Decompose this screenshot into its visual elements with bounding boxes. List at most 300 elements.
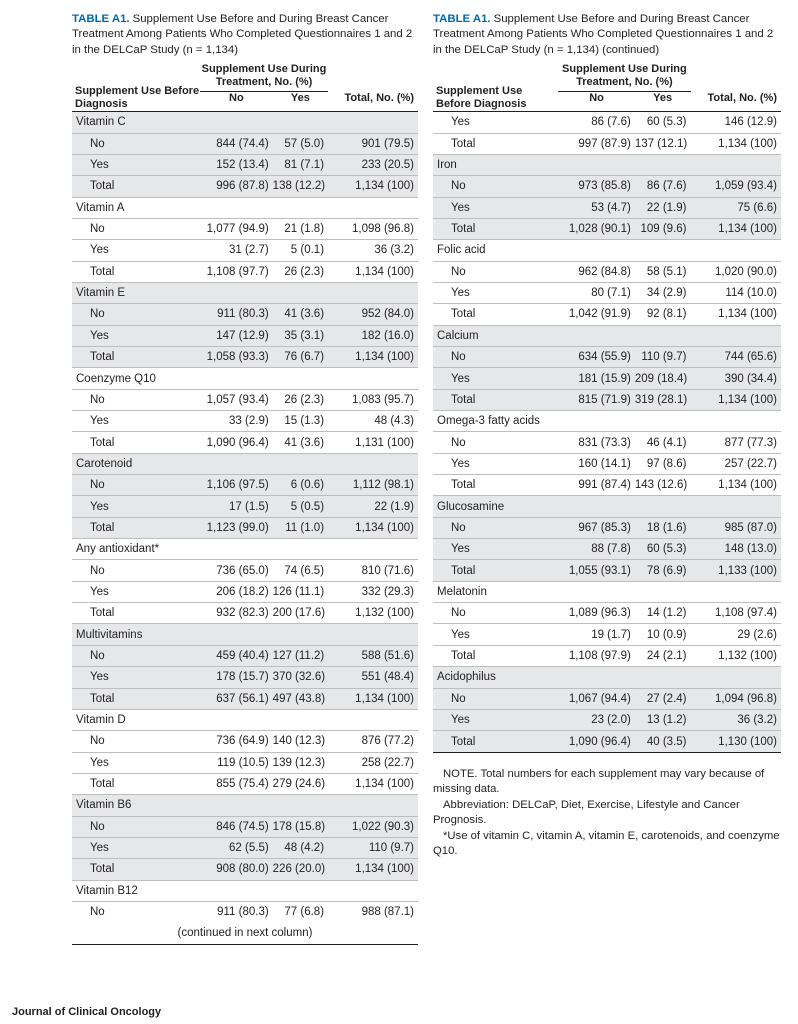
group-row (72, 880, 418, 901)
row-label: No (433, 517, 558, 538)
row-label: Total (433, 475, 558, 496)
cell-total: 258 (22.7) (328, 752, 418, 773)
row-label: Total (72, 859, 200, 880)
group-row (433, 240, 781, 261)
note-line: *Use of vitamin C, vitamin A, vitamin E, carotenoids, and coenzyme Q10. (433, 830, 780, 858)
cell-no: 1,067 (94.4) (558, 688, 635, 709)
row-label: Total (433, 304, 558, 325)
row-label: Total (72, 261, 200, 282)
table-row (433, 603, 781, 624)
cell-no (558, 411, 635, 432)
table-row (433, 624, 781, 645)
cell-yes (635, 496, 691, 517)
cell-no: 1,028 (90.1) (558, 218, 635, 239)
cell-yes: 77 (6.8) (273, 901, 328, 922)
cell-yes: 60 (5.3) (635, 539, 691, 560)
cell-total: 332 (29.3) (328, 581, 418, 602)
cell-total: 22 (1.9) (328, 496, 418, 517)
cell-no: 997 (87.9) (558, 133, 635, 154)
row-label: Yes (72, 496, 200, 517)
cell-total: 1,134 (100) (691, 389, 782, 410)
cell-no: 459 (40.4) (200, 645, 273, 666)
cell-no: 1,057 (93.4) (200, 389, 273, 410)
group-row (72, 112, 418, 133)
cell-total: 952 (84.0) (328, 304, 418, 325)
row-label: Any antioxidant* (72, 539, 200, 560)
table-row (433, 368, 781, 389)
table-row (433, 539, 781, 560)
table-row (433, 261, 781, 282)
header-no: No (589, 92, 604, 105)
cell-no: 967 (85.3) (558, 517, 635, 538)
cell-yes: 41 (3.6) (273, 432, 328, 453)
cell-total (691, 581, 782, 602)
header-before-diagnosis: Supplement Use Before Diagnosis (75, 85, 200, 111)
header-yes: Yes (290, 92, 310, 105)
cell-yes: 127 (11.2) (273, 645, 328, 666)
cell-no: 17 (1.5) (200, 496, 273, 517)
table-row (433, 112, 781, 133)
group-row (72, 539, 418, 560)
cell-no: 19 (1.7) (558, 624, 635, 645)
cell-total: 1,134 (100) (691, 133, 782, 154)
row-label: Total (433, 133, 558, 154)
cell-no: 831 (73.3) (558, 432, 635, 453)
cell-yes: 14 (1.2) (635, 603, 691, 624)
header-no: No (229, 92, 244, 105)
cell-no: 991 (87.4) (558, 475, 635, 496)
cell-no: 1,108 (97.7) (200, 261, 273, 282)
cell-no (200, 795, 273, 816)
table-caption (433, 12, 781, 58)
cell-no (200, 880, 273, 901)
cell-total: 551 (48.4) (328, 667, 418, 688)
cell-total (328, 624, 418, 645)
row-label: No (433, 603, 558, 624)
cell-no (200, 539, 273, 560)
cell-total (328, 112, 418, 133)
cell-yes: 6 (0.6) (273, 475, 328, 496)
table-row (72, 218, 418, 239)
cell-yes: 58 (5.1) (635, 261, 691, 282)
cell-yes: 40 (3.5) (635, 731, 691, 752)
row-label: Total (72, 603, 200, 624)
row-label: Vitamin D (72, 709, 200, 730)
group-row (433, 154, 781, 175)
cell-no: 908 (80.0) (200, 859, 273, 880)
table-row (433, 133, 781, 154)
row-label: No (433, 261, 558, 282)
row-label: Total (72, 432, 200, 453)
cell-yes: 60 (5.3) (635, 112, 691, 133)
cell-no: 736 (65.0) (200, 560, 273, 581)
table-caption-text: Supplement Use Before and During Breast Cancer Treatment Among Patients Who Completed Questionnaires 1 and 2 in the DELCaP Study (n = 1,134) (continued) (433, 13, 774, 56)
cell-total: 1,134 (100) (328, 261, 418, 282)
table-row (72, 901, 418, 922)
cell-yes: 24 (2.1) (635, 645, 691, 666)
cell-no (558, 581, 635, 602)
row-label: Yes (433, 282, 558, 303)
cell-no (200, 282, 273, 303)
cell-yes: 110 (9.7) (635, 347, 691, 368)
note-line: Abbreviation: DELCaP, Diet, Exercise, Lifestyle and Cancer Prognosis. (433, 799, 740, 827)
row-label: No (72, 304, 200, 325)
cell-total: 182 (16.0) (328, 325, 418, 346)
group-row (433, 667, 781, 688)
group-row (72, 368, 418, 389)
row-label: Yes (433, 112, 558, 133)
cell-yes: 34 (2.9) (635, 282, 691, 303)
table-row (72, 261, 418, 282)
cell-total (691, 154, 782, 175)
cell-yes: 35 (3.1) (273, 325, 328, 346)
cell-no: 932 (82.3) (200, 603, 273, 624)
cell-total (328, 453, 418, 474)
cell-no: 86 (7.6) (558, 112, 635, 133)
cell-no: 962 (84.8) (558, 261, 635, 282)
cell-no: 53 (4.7) (558, 197, 635, 218)
cell-yes: 370 (32.6) (273, 667, 328, 688)
supplement-table (72, 61, 418, 923)
row-label: Total (433, 218, 558, 239)
table-row (433, 645, 781, 666)
cell-no: 31 (2.7) (200, 240, 273, 261)
cell-no: 33 (2.9) (200, 411, 273, 432)
cell-no: 1,089 (96.3) (558, 603, 635, 624)
cell-no: 637 (56.1) (200, 688, 273, 709)
table-row (72, 773, 418, 794)
cell-no (200, 453, 273, 474)
cell-no: 1,108 (97.9) (558, 645, 635, 666)
cell-yes: 5 (0.1) (273, 240, 328, 261)
table-row (433, 176, 781, 197)
table-caption (72, 12, 418, 58)
cell-no (558, 325, 635, 346)
row-label: No (72, 816, 200, 837)
row-label: No (433, 432, 558, 453)
cell-total: 744 (65.6) (691, 347, 782, 368)
cell-total: 588 (51.6) (328, 645, 418, 666)
row-label: Yes (72, 837, 200, 858)
right-column (433, 12, 781, 860)
table-row (72, 731, 418, 752)
group-row (433, 496, 781, 517)
cell-yes (273, 453, 328, 474)
table-body (433, 112, 781, 752)
cell-total: 901 (79.5) (328, 133, 418, 154)
cell-no: 815 (71.9) (558, 389, 635, 410)
cell-yes: 209 (18.4) (635, 368, 691, 389)
cell-total: 1,130 (100) (691, 731, 782, 752)
cell-total: 1,134 (100) (691, 304, 782, 325)
table-label: TABLE A1. (433, 13, 491, 25)
cell-total: 1,083 (95.7) (328, 389, 418, 410)
left-column (72, 12, 418, 945)
cell-yes: 10 (0.9) (635, 624, 691, 645)
cell-yes: 5 (0.5) (273, 496, 328, 517)
cell-total (691, 325, 782, 346)
cell-total: 1,094 (96.8) (691, 688, 782, 709)
group-row (72, 795, 418, 816)
cell-no (200, 624, 273, 645)
cell-no: 206 (18.2) (200, 581, 273, 602)
header-during-treatment: Supplement Use During Treatment, No. (%) (200, 61, 328, 92)
cell-yes (273, 112, 328, 133)
table-row (72, 347, 418, 368)
row-label: Yes (72, 581, 200, 602)
row-label: No (72, 133, 200, 154)
cell-no: 1,090 (96.4) (200, 432, 273, 453)
cell-total: 36 (3.2) (328, 240, 418, 261)
row-label: No (72, 560, 200, 581)
cell-yes (635, 154, 691, 175)
cell-no: 1,077 (94.9) (200, 218, 273, 239)
row-label: Yes (433, 539, 558, 560)
cell-no: 160 (14.1) (558, 453, 635, 474)
cell-yes: 226 (20.0) (273, 859, 328, 880)
cell-total: 1,132 (100) (328, 603, 418, 624)
row-label: No (433, 176, 558, 197)
cell-total (691, 496, 782, 517)
table-row (72, 240, 418, 261)
cell-yes: 279 (24.6) (273, 773, 328, 794)
cell-yes: 137 (12.1) (635, 133, 691, 154)
table-row (433, 347, 781, 368)
cell-total: 1,134 (100) (328, 347, 418, 368)
cell-total: 1,133 (100) (691, 560, 782, 581)
header-total: Total, No. (%) (344, 92, 414, 105)
row-label: Vitamin C (72, 112, 200, 133)
cell-total: 1,134 (100) (328, 688, 418, 709)
row-label: Iron (433, 154, 558, 175)
table-row (72, 304, 418, 325)
table-row (72, 688, 418, 709)
row-label: Yes (433, 368, 558, 389)
cell-no: 1,106 (97.5) (200, 475, 273, 496)
cell-no (200, 197, 273, 218)
row-label: Total (433, 731, 558, 752)
cell-no (200, 709, 273, 730)
cell-no: 1,042 (91.9) (558, 304, 635, 325)
row-label: No (72, 731, 200, 752)
cell-total: 114 (10.0) (691, 282, 782, 303)
cell-no: 1,090 (96.4) (558, 731, 635, 752)
cell-yes (273, 795, 328, 816)
cell-yes (635, 325, 691, 346)
cell-total: 1,131 (100) (328, 432, 418, 453)
cell-total (691, 667, 782, 688)
group-row (433, 325, 781, 346)
cell-total: 1,134 (100) (691, 475, 782, 496)
row-label: Total (72, 773, 200, 794)
table-row (72, 389, 418, 410)
cell-no: 1,058 (93.3) (200, 347, 273, 368)
cell-total: 48 (4.3) (328, 411, 418, 432)
cell-no (558, 667, 635, 688)
cell-total: 1,134 (100) (328, 859, 418, 880)
table-bottom-rule (433, 752, 781, 753)
cell-yes (273, 709, 328, 730)
cell-total (328, 368, 418, 389)
row-label: Yes (433, 197, 558, 218)
table-row (72, 517, 418, 538)
cell-yes: 78 (6.9) (635, 560, 691, 581)
table-row (72, 837, 418, 858)
cell-no: 634 (55.9) (558, 347, 635, 368)
cell-total (328, 795, 418, 816)
cell-yes: 22 (1.9) (635, 197, 691, 218)
cell-total: 1,134 (100) (328, 517, 418, 538)
row-label: Yes (72, 667, 200, 688)
table-row (433, 517, 781, 538)
cell-yes: 26 (2.3) (273, 389, 328, 410)
cell-no: 152 (13.4) (200, 154, 273, 175)
row-label: Total (72, 176, 200, 197)
table-row (72, 176, 418, 197)
group-row (72, 282, 418, 303)
cell-yes: 46 (4.1) (635, 432, 691, 453)
cell-total (328, 539, 418, 560)
row-label: No (72, 645, 200, 666)
row-label: Vitamin B6 (72, 795, 200, 816)
cell-total: 988 (87.1) (328, 901, 418, 922)
cell-yes: 76 (6.7) (273, 347, 328, 368)
table-label: TABLE A1. (72, 13, 130, 25)
cell-total: 876 (77.2) (328, 731, 418, 752)
table-row (433, 218, 781, 239)
row-label: Yes (72, 411, 200, 432)
header-before-diagnosis: Supplement Use Before Diagnosis (436, 85, 527, 111)
row-label: Omega-3 fatty acids (433, 411, 558, 432)
row-label: Melatonin (433, 581, 558, 602)
table-row (72, 859, 418, 880)
cell-yes (273, 282, 328, 303)
cell-no: 846 (74.5) (200, 816, 273, 837)
cell-total: 1,134 (100) (328, 176, 418, 197)
table-notes (433, 767, 781, 859)
cell-total: 29 (2.6) (691, 624, 782, 645)
row-label: Coenzyme Q10 (72, 368, 200, 389)
cell-total: 390 (34.4) (691, 368, 782, 389)
cell-yes: 57 (5.0) (273, 133, 328, 154)
header-during-treatment: Supplement Use During Treatment, No. (%) (558, 61, 690, 92)
table-caption-text: Supplement Use Before and During Breast Cancer Treatment Among Patients Who Completed Questionnaires 1 and 2 in the DELCaP Study (n = 1,134) (72, 13, 413, 56)
cell-yes: 319 (28.1) (635, 389, 691, 410)
cell-no: 996 (87.8) (200, 176, 273, 197)
table-row (72, 325, 418, 346)
cell-total (328, 282, 418, 303)
table-row (72, 816, 418, 837)
header-yes: Yes (653, 92, 673, 105)
table-row (433, 475, 781, 496)
cell-no: 178 (15.7) (200, 667, 273, 688)
row-label: Yes (433, 709, 558, 730)
cell-no: 80 (7.1) (558, 282, 635, 303)
note-line: NOTE. Total numbers for each supplement may vary because of missing data. (433, 768, 765, 796)
cell-total (328, 709, 418, 730)
cell-yes (273, 368, 328, 389)
row-label: Total (72, 517, 200, 538)
row-label: Vitamin A (72, 197, 200, 218)
cell-yes: 140 (12.3) (273, 731, 328, 752)
cell-no: 911 (80.3) (200, 304, 273, 325)
cell-no: 147 (12.9) (200, 325, 273, 346)
cell-total: 1,020 (90.0) (691, 261, 782, 282)
cell-yes: 143 (12.6) (635, 475, 691, 496)
row-label: Total (433, 389, 558, 410)
table-row (433, 432, 781, 453)
cell-no: 911 (80.3) (200, 901, 273, 922)
cell-total (691, 411, 782, 432)
table-row (72, 560, 418, 581)
cell-yes (635, 667, 691, 688)
row-label: Total (72, 347, 200, 368)
cell-yes (273, 880, 328, 901)
cell-no (558, 154, 635, 175)
row-label: Total (433, 645, 558, 666)
cell-yes: 81 (7.1) (273, 154, 328, 175)
cell-no: 1,055 (93.1) (558, 560, 635, 581)
row-label: Vitamin E (72, 282, 200, 303)
row-label: No (433, 688, 558, 709)
table-row (72, 475, 418, 496)
table-row (433, 389, 781, 410)
row-label: Yes (433, 453, 558, 474)
row-label: Total (72, 688, 200, 709)
cell-total: 1,112 (98.1) (328, 475, 418, 496)
cell-total: 1,132 (100) (691, 645, 782, 666)
cell-no: 62 (5.5) (200, 837, 273, 858)
cell-total: 1,134 (100) (328, 773, 418, 794)
cell-total: 75 (6.6) (691, 197, 782, 218)
table-row (72, 432, 418, 453)
cell-yes: 18 (1.6) (635, 517, 691, 538)
cell-yes (635, 240, 691, 261)
table-row (72, 667, 418, 688)
cell-yes: 13 (1.2) (635, 709, 691, 730)
row-label: Carotenoid (72, 453, 200, 474)
supplement-table-continued (433, 61, 781, 752)
cell-yes: 48 (4.2) (273, 837, 328, 858)
group-row (433, 411, 781, 432)
table-row (72, 581, 418, 602)
group-row (72, 624, 418, 645)
cell-total: 985 (87.0) (691, 517, 782, 538)
table-row (433, 304, 781, 325)
table-row (433, 709, 781, 730)
row-label: No (72, 218, 200, 239)
cell-total: 1,059 (93.4) (691, 176, 782, 197)
row-label: Yes (72, 240, 200, 261)
row-label: Vitamin B12 (72, 880, 200, 901)
row-label: Total (433, 560, 558, 581)
cell-yes: 139 (12.3) (273, 752, 328, 773)
row-label: Yes (72, 154, 200, 175)
cell-no: 181 (15.9) (558, 368, 635, 389)
table-row (72, 603, 418, 624)
row-label: No (72, 475, 200, 496)
table-row (72, 133, 418, 154)
row-label: Multivitamins (72, 624, 200, 645)
cell-no: 844 (74.4) (200, 133, 273, 154)
row-label: Glucosamine (433, 496, 558, 517)
cell-yes: 138 (12.2) (273, 176, 328, 197)
cell-no: 119 (10.5) (200, 752, 273, 773)
table-row (72, 752, 418, 773)
cell-total: 810 (71.6) (328, 560, 418, 581)
cell-yes: 26 (2.3) (273, 261, 328, 282)
cell-no: 973 (85.8) (558, 176, 635, 197)
